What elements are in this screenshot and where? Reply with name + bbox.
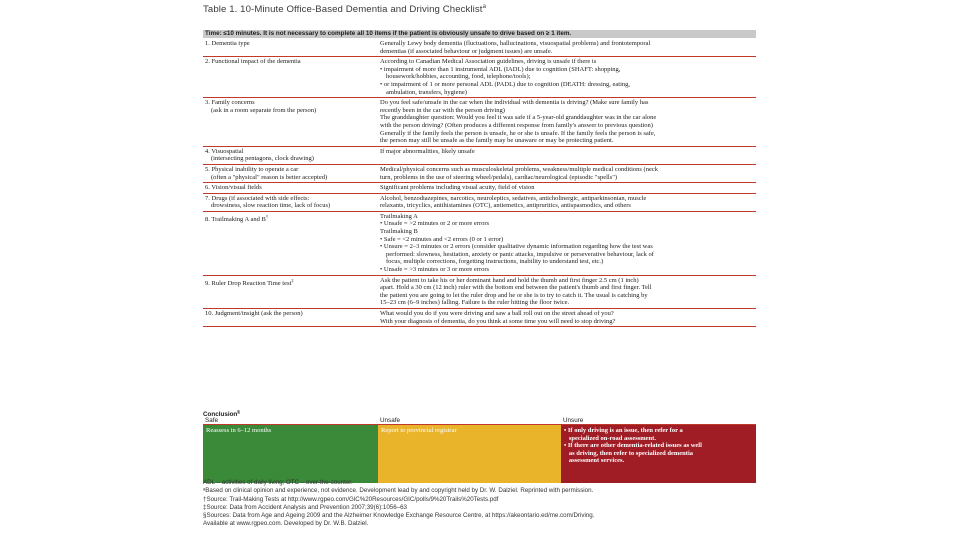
row-content-line: apart. Hold a 30 cm (12 inch) ruler with the bottom end between the patient's thumb and first finger. Tell bbox=[380, 284, 652, 292]
row-content-line: turn, problems in the use of steering wheel/pedals), cardiac/neurological (episodic "spells") bbox=[380, 173, 618, 181]
row-content bbox=[378, 212, 756, 275]
unsure-cell bbox=[561, 425, 756, 483]
table-title: Table 1. 10-Minute Office-Based Dementia and Driving Checklist$^a$ bbox=[203, 4, 487, 16]
row-content bbox=[378, 183, 756, 193]
checklist-table bbox=[203, 39, 756, 327]
unsure-line: as driving, then refer to specialized dementia bbox=[564, 449, 694, 457]
row-content-line: Do you feel safe/unsafe in the car when the individual with dementia is driving? (Make sure family has bbox=[380, 99, 649, 107]
time-note-bar: Time: ≤10 minutes. It is not necessary to complete all 10 items if the patient is obviously unsafe to drive based on ≥ 1 item. bbox=[203, 30, 756, 38]
row-label bbox=[203, 147, 378, 164]
table-row bbox=[203, 98, 756, 147]
table-row bbox=[203, 194, 756, 212]
row-content-line: with the person driving? (Often produces a different response from family's answer to previous question) bbox=[380, 121, 653, 129]
row-label-line: (ask in a room separate from the person) bbox=[211, 106, 317, 114]
table-row bbox=[203, 183, 756, 194]
row-footnote-marker: ‡ bbox=[291, 277, 294, 283]
unsure-line: assessment services. bbox=[564, 457, 625, 465]
row-label-line: 4. Visuospatial bbox=[205, 147, 244, 155]
header-safe: Safe bbox=[203, 417, 378, 425]
row-content-line: The granddaughter question: Would you feel it was safe if a 5-year-old granddaughter was in the car alone bbox=[380, 114, 657, 122]
row-content-line: the person may still be unsafe as the family may be unaware or may be protecting patient. bbox=[380, 137, 614, 145]
row-content-line: 15–23 cm (6–9 inches) falling. Failure is the ruler hitting the floor twice. bbox=[380, 299, 570, 307]
row-label bbox=[203, 276, 378, 308]
unsure-line: • If only driving is an issue, then refer for a bbox=[564, 427, 683, 434]
row-content-line: Generally if the family feels the person is unsafe, he or she is unsafe. If the family feels the person is safe, bbox=[380, 129, 656, 137]
footnote-line: †Source: Trail-Making Tests at http://www.rgpeo.com/GlC%20Resources/GIC/polls/9%20Trails%20Tests.pdf bbox=[203, 495, 499, 503]
row-content bbox=[378, 57, 756, 97]
header-unsafe: Unsafe bbox=[378, 417, 561, 425]
row-label-line: 10. Judgment/insight (ask the person) bbox=[205, 310, 303, 317]
footnote-line: ‡Source: Data from Accident Analysis and Prevention 2007;39(6):1056–63 bbox=[203, 503, 407, 511]
row-content-line: the patient you are going to let the ruler drop and he or she is to try to catch it. The usual is catching by bbox=[380, 291, 648, 299]
row-label-line: 1. Dementia type bbox=[205, 40, 250, 47]
row-content-line: recently been in the car with the person driving) bbox=[380, 106, 505, 114]
row-content bbox=[378, 165, 756, 182]
row-content-line: Generally Lewy body dementia (fluctuations, hallucinations, visuospatial problems) and frontotemporal bbox=[380, 40, 651, 47]
row-content-line: Significant problems including visual acuity, field of vision bbox=[380, 184, 535, 192]
row-content-line: With your diagnosis of dementia, do you think at some time you will need to stop driving? bbox=[380, 317, 616, 325]
row-label-line: 7. Drugs (if associated with side effects: bbox=[205, 194, 310, 202]
row-content-line: focus, multiple corrections, forgetting instructions, inability to understand test, etc.) bbox=[386, 258, 604, 266]
row-label bbox=[203, 309, 378, 326]
row-content-line: • or impairment of 1 or more personal ADL (PADL) due to cognition (DEATH: dressing, eating, bbox=[380, 80, 631, 88]
row-label bbox=[203, 183, 378, 193]
row-content-line: According to Canadian Medical Association guidelines, driving is unsafe if there is bbox=[380, 58, 597, 66]
row-content-line: • impairment of more than 1 instrumental ADL (IADL) due to cognition (SHAFT: shopping, bbox=[380, 65, 621, 73]
row-content-line: • Safe = <2 minutes and <2 errors (0 or 1 error) bbox=[380, 235, 504, 243]
row-content-line: dementias (if associated behaviour or judgment issues) are unsafe. bbox=[380, 47, 553, 55]
row-content-line: • Unsafe = >3 minutes or 3 or more errors bbox=[380, 266, 490, 274]
title-footnote-marker: a bbox=[482, 4, 487, 10]
table-row bbox=[203, 165, 756, 183]
conclusion-body-row bbox=[203, 425, 756, 483]
row-content-line: Alcohol, benzodiazepines, narcotics, neuroleptics, sedatives, anticholinergic, antiparkinsonian, muscle bbox=[380, 194, 647, 202]
row-label-line: drowsiness, slow reaction time, lack of focus) bbox=[211, 202, 331, 210]
row-content-line: relaxants, tricyclics, antihistamines (OTC), antiemetics, antipruritics, antispasmodics, and others bbox=[380, 202, 631, 210]
row-content-line: What would you do if you were driving and saw a ball roll out on the street ahead of you? bbox=[380, 310, 614, 317]
unsure-line: specialized on-road assessment. bbox=[564, 434, 656, 442]
row-label bbox=[203, 212, 378, 275]
footnote-line: ᵃBased on clinical opinion and experience, not evidence. Development lead by and copyright held by Dr. W. Dalziel. Reprinted with permission. bbox=[203, 487, 594, 495]
row-label-line: 8. Trailmaking A and B† bbox=[205, 213, 269, 224]
row-label bbox=[203, 57, 378, 97]
conclusion-footnote-marker: § bbox=[237, 409, 240, 414]
footnote-line: §Sources: Data from Age and Ageing 2009 and the Alzheimer Knowledge Exchange Resource Centre, at https://akeontario.ed/me.com/Driving. bbox=[203, 512, 595, 520]
table-row bbox=[203, 57, 756, 98]
safe-cell: Reassess in 6–12 months bbox=[203, 425, 378, 483]
footnote-line: Available at www.rgpeo.com. Developed by Dr. W.B. Dalziel. bbox=[203, 520, 369, 528]
row-label bbox=[203, 39, 378, 56]
row-label-line: 2. Functional impact of the dementia bbox=[205, 58, 301, 66]
table-row bbox=[203, 212, 756, 276]
table-row bbox=[203, 276, 756, 309]
row-label-line: 6. Vision/visual fields bbox=[205, 184, 262, 192]
row-content bbox=[378, 98, 756, 146]
row-content bbox=[378, 194, 756, 211]
row-label bbox=[203, 194, 378, 211]
row-content-line: performed: slowness, hesitation, anxiety or panic attacks, impulsive or perseverative behaviour, lack of bbox=[386, 250, 654, 258]
row-label bbox=[203, 98, 378, 146]
row-label-line: 9. Ruler Drop Reaction Time test‡ bbox=[205, 277, 294, 287]
footnotes bbox=[203, 479, 763, 529]
row-content bbox=[378, 276, 756, 308]
conclusion-table bbox=[203, 417, 756, 483]
conclusion-label: Conclusion§ bbox=[203, 409, 240, 419]
row-content-line: • Unsure = 2–3 minutes or 2 errors (consider qualitative dynamic information regarding how the test was bbox=[380, 243, 653, 251]
unsafe-cell: Report to provincial registrar bbox=[378, 425, 561, 483]
conclusion-header-row bbox=[203, 417, 756, 425]
row-content-line: ambulation, transfers, hygiene) bbox=[386, 88, 467, 96]
row-label-line: 3. Family concerns bbox=[205, 99, 255, 107]
row-label bbox=[203, 165, 378, 182]
row-content bbox=[378, 39, 756, 56]
row-content-line: If major abnormalities, likely unsafe bbox=[380, 147, 475, 155]
row-content bbox=[378, 309, 756, 326]
row-content-line: • Unsafe = >2 minutes or 2 or more errors bbox=[380, 220, 490, 228]
row-label-line: (intersecting pentagons, clock drawing) bbox=[211, 155, 314, 163]
header-unsure: Unsure bbox=[561, 417, 756, 425]
row-label-line: (often a "physical" reason is better accepted) bbox=[211, 173, 328, 181]
row-content-line: Ask the patient to take his or her dominant hand and hold the thumb and first finger 2.5 cm (1 inch) bbox=[380, 276, 639, 284]
row-label-line: 5. Physical inability to operate a car bbox=[205, 165, 299, 173]
row-footnote-marker: † bbox=[265, 213, 269, 219]
row-content-line: Medical/physical concerns such as musculoskeletal problems, weakness/multiple medical conditions (neck bbox=[380, 165, 658, 173]
unsure-line: • If there are other dementia-related issues as well bbox=[564, 442, 702, 450]
table-row bbox=[203, 309, 756, 327]
row-content-line: housework/hobbies, accounting, food, telephone/tools); bbox=[386, 73, 531, 81]
table-row bbox=[203, 147, 756, 165]
table-row bbox=[203, 39, 756, 57]
row-content-line: Trailmaking A bbox=[380, 212, 418, 220]
row-content bbox=[378, 147, 756, 164]
footnote-line: ADL – activities of daily living; OTC – over-the-counter. bbox=[203, 479, 353, 486]
row-content-line: Trailmaking B bbox=[380, 228, 418, 236]
